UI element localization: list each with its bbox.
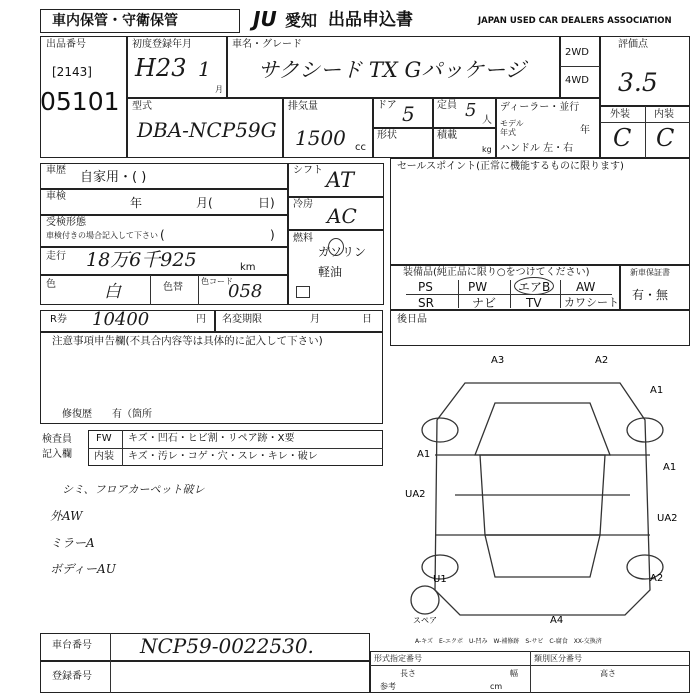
exterior-label: 外装 <box>610 109 630 120</box>
mark-a4: A4 <box>550 615 564 626</box>
mark-a1-front: A1 <box>650 385 664 396</box>
first-reg-month-unit: 月 <box>215 85 223 94</box>
equipment-airbag: エアB <box>518 280 551 294</box>
interior-codes-label: 内装 <box>94 451 114 462</box>
spec-label2: 類別区分番号 <box>534 654 582 663</box>
equipment-leather-seat: カワシート <box>564 296 619 309</box>
mileage-unit: km <box>240 262 256 273</box>
model-value: DBA-NCP59G <box>137 118 277 142</box>
grade-label: 評価点 <box>618 39 648 50</box>
spec-label6: 高さ <box>600 669 616 678</box>
plan-label: 名変期限 <box>222 314 262 325</box>
model-label: 型式 <box>132 101 152 112</box>
color-label: 色 <box>46 279 56 290</box>
displacement-value: 1500 <box>295 126 346 150</box>
equipment-pw: PW <box>468 280 488 294</box>
recycle-label: R券 <box>50 314 67 325</box>
fw-label: FW <box>96 433 112 444</box>
transfer-paren-close: ) <box>270 228 275 242</box>
color-code-value: 058 <box>228 281 263 302</box>
mark-a3: A3 <box>491 355 505 366</box>
spare-tire <box>411 586 439 614</box>
inspection-month: 月( <box>196 196 213 210</box>
displacement-label: 排気量 <box>288 101 318 112</box>
transfer-label: 受検形態 <box>46 217 86 228</box>
mileage-label: 走行 <box>46 251 66 262</box>
association-name: JAPAN USED CAR DEALERS ASSOCIATION <box>478 16 672 26</box>
exterior-value: C <box>613 124 632 152</box>
equipment-tv: TV <box>526 296 542 310</box>
color-change-label: 色替 <box>163 282 183 293</box>
first-reg-month: 1 <box>198 57 211 81</box>
inspection-label: 車検 <box>46 191 66 202</box>
handwritten-note-3: ミラーA <box>50 536 95 550</box>
recycle-value: 10400 <box>92 309 150 330</box>
capacity-unit: 人 <box>482 115 492 126</box>
handle-label: ハンドル 左・右 <box>500 143 574 154</box>
mark-a2-rear: A2 <box>650 573 664 584</box>
car-outline <box>435 383 650 615</box>
mileage-value: 18万6千925 <box>86 249 197 271</box>
plan-day: 日 <box>362 314 372 325</box>
logo-text: 愛知 <box>285 11 318 30</box>
inspector-label1: 検査員 <box>42 434 72 445</box>
shift-label: シフト <box>293 165 323 176</box>
lot-code: [2143] <box>52 65 92 79</box>
model-year-label: モデル年式 <box>500 119 524 137</box>
new-warranty-value: 有・無 <box>632 288 669 302</box>
equipment-label: 装備品(純正品に限り○をつけてください) <box>403 267 590 278</box>
fuel-gasoline-circle <box>328 238 344 256</box>
remarks-label: 後日品 <box>397 314 427 325</box>
transfer-note: 車検付きの場合記入して下さい <box>46 231 158 240</box>
spec-unit: cm <box>490 682 503 691</box>
fuel-gasoline: ガソリン <box>318 245 367 259</box>
sales-points-label: セールスポイント(正常に機能するものに限ります) <box>397 161 624 172</box>
remarks-box <box>390 310 690 346</box>
drive-4wd: 4WD <box>565 75 589 86</box>
inspection-day: 日) <box>258 196 275 210</box>
load-label: 積載 <box>437 130 457 141</box>
interior-codes: キズ・汚レ・コゲ・穴・スレ・キレ・破レ <box>128 451 318 462</box>
color-value: 白 <box>104 282 121 302</box>
handwritten-note-4: ボディーAU <box>50 562 116 576</box>
chassis-value: NCP59-0022530. <box>140 634 314 658</box>
fuel-check-square <box>296 286 310 298</box>
storage-labels: 車内保管・守衛保管 <box>52 13 178 29</box>
mark-ua2-right: UA2 <box>657 513 678 524</box>
lot-number: 05101 <box>40 87 120 116</box>
mark-a1-left: A1 <box>417 449 431 460</box>
mark-ua2-left: UA2 <box>405 489 426 500</box>
history-label: 車歴 <box>46 165 66 176</box>
equipment-ps: PS <box>418 280 433 294</box>
capacity-value: 5 <box>465 100 477 121</box>
sales-points-box <box>390 158 690 265</box>
notes-label: 注意事項申告欄(不具合内容等は具体的に記入して下さい) <box>52 335 323 347</box>
mark-u1: U1 <box>433 574 447 585</box>
ac-label: 冷房 <box>293 199 313 210</box>
spec-label3: 長さ <box>400 669 416 678</box>
handwritten-note-2: 外AW <box>50 509 83 523</box>
car-damage-diagram <box>395 345 690 635</box>
history-value: 自家用・( ) <box>80 170 147 185</box>
plan-month: 月 <box>310 314 320 325</box>
rear-window <box>485 535 600 577</box>
capacity-label: 定員 <box>437 100 457 111</box>
spec-label1: 形式指定番号 <box>374 654 422 663</box>
model-year-unit: 年 <box>580 125 590 136</box>
shape-label: 形状 <box>377 130 397 141</box>
first-reg-label: 初度登録年月 <box>132 39 192 50</box>
spare-label: スペア <box>413 616 437 625</box>
mark-a2-top: A2 <box>595 355 609 366</box>
recycle-unit: 円 <box>196 314 206 325</box>
color-code-label: 色コード <box>201 277 233 286</box>
car-name-value: サクシード TX Gパッケージ <box>258 58 526 82</box>
handwritten-note-1: シミ、フロアカーペット破レ <box>62 483 205 496</box>
car-name-label: 車名・グレード <box>232 39 302 50</box>
load-unit: kg <box>482 145 492 154</box>
displacement-unit: cc <box>355 142 366 153</box>
spec-label4: 幅 <box>510 669 518 678</box>
inspection-year: 年 <box>130 196 143 210</box>
equipment-navi: ナビ <box>472 296 497 310</box>
damage-legend: A-キズ E-エクボ U-凹み W-補修跡 S-サビ C-腐食 XX-交換済 <box>415 638 602 645</box>
dealer-label: ディーラー・並行 <box>500 102 580 113</box>
form-title: 出品申込書 <box>328 10 413 30</box>
lot-label: 出品番号 <box>46 39 86 50</box>
fuel-diesel: 軽油 <box>318 265 343 279</box>
doors-label: ドア <box>377 100 397 111</box>
ac-value: AC <box>327 204 357 228</box>
mark-a1-right: A1 <box>663 462 677 473</box>
notes-repair: 修復歴 有（箇所 <box>62 409 152 420</box>
logo-mark: JU <box>253 7 277 31</box>
spec-label5: 参考 <box>380 682 396 691</box>
drive-box <box>560 36 600 98</box>
grade-value: 3.5 <box>618 68 658 97</box>
history-box <box>40 163 288 189</box>
new-warranty-label: 新車保証書 <box>630 268 670 277</box>
interior-label: 内装 <box>654 109 674 120</box>
equipment-sr: SR <box>418 296 434 310</box>
drive-2wd: 2WD <box>565 47 589 58</box>
first-reg-year: H23 <box>135 54 187 82</box>
registration-label: 登録番号 <box>52 671 92 682</box>
interior-value: C <box>656 124 675 152</box>
airbag-circle <box>514 277 554 295</box>
inspection-box <box>40 189 288 215</box>
windshield <box>475 403 610 455</box>
fw-codes: キズ・凹石・ヒビ割・リペア跡・X要 <box>128 433 295 444</box>
doors-value: 5 <box>402 102 415 126</box>
transfer-paren-open: ( <box>160 228 165 242</box>
equipment-aw: AW <box>576 280 596 294</box>
shift-value: AT <box>326 168 355 192</box>
chassis-label: 車台番号 <box>52 640 92 651</box>
front-left-wheel <box>422 418 458 442</box>
inspector-label2: 記入欄 <box>42 449 72 460</box>
fuel-label: 燃料 <box>293 233 313 244</box>
